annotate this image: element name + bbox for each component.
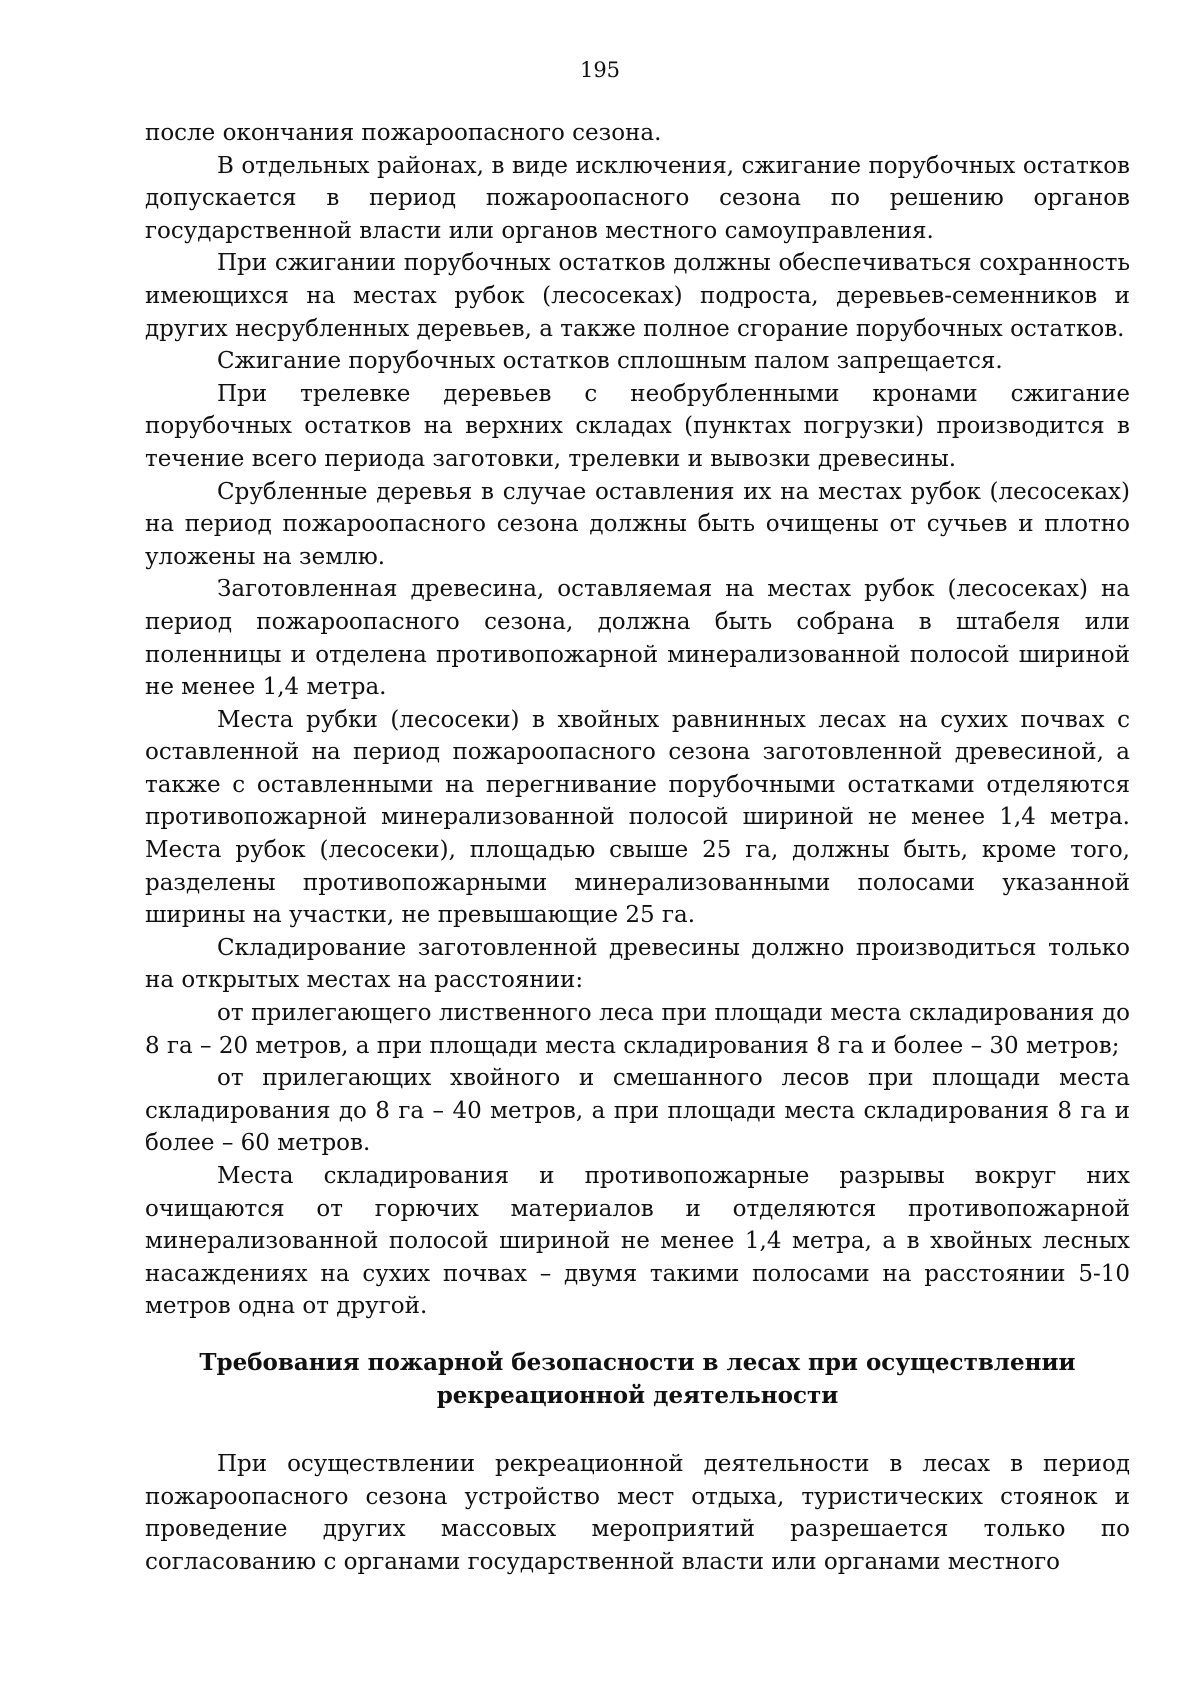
- page-number: 195: [579, 58, 621, 82]
- section-heading: [145, 1346, 1130, 1412]
- section-heading-line-2: рекреационной деятельности: [436, 1381, 839, 1409]
- paragraph-9: Складирование заготовленной древесины должно производиться только на открытых местах на расстоянии:: [145, 934, 1130, 994]
- paragraph-1: после окончания пожароопасного сезона.: [145, 120, 662, 146]
- paragraph-3: При сжигании порубочных остатков должны обеспечиваться сохранность имеющихся на местах рубок (лесосеках) подроста, деревьев-семенников и других несрубленных деревьев, а также полное сгорание порубочных остатков.: [145, 250, 1130, 342]
- paragraph-2: В отдельных районах, в виде исключения, сжигание порубочных остатков допускается в период пожароопасного сезона по решению органов государственной власти или органов местного самоуправления.: [145, 152, 1130, 244]
- paragraph-10: от прилегающего лиственного леса при площади места складирования до 8 га – 20 метров, а при площади места складирования 8 га и более – 30 метров;: [145, 1000, 1130, 1059]
- paragraph-6: Срубленные деревья в случае оставления их на местах рубок (лесосеках) на период пожароопасного сезона должны быть очищены от сучьев и плотно уложены на землю.: [145, 478, 1130, 570]
- section-heading-line-1: Требования пожарной безопасности в лесах при осуществлении: [199, 1348, 1076, 1376]
- paragraph-8: Места рубки (лесосеки) в хвойных равнинных лесах на сухих почвах с оставленной на период пожароопасного сезона заготовленной древесиной, а также с оставленными на перегнивание порубочными остатками отделяются противопожарной минерализованной полосой шириной не менее 1,4 метра. Места рубок (лесосеки), площадью свыше 25 га, должны быть, кроме того, разделены противопожарными минерализованными полосами указанной ширины на участки, не превышающие 25 га.: [145, 706, 1130, 929]
- paragraph-12: Места складирования и противопожарные разрывы вокруг них очищаются от горючих материалов и отделяются противопожарной минерализованной полосой шириной не менее 1,4 метра, а в хвойных лесных насаждениях на сухих почвах – двумя такими полосами на расстоянии 5-10 метров одна от другой.: [145, 1163, 1130, 1320]
- body-text: [145, 117, 1130, 1578]
- paragraph-11: от прилегающих хвойного и смешанного лесов при площади места складирования до 8 га – 40 метров, а при площади места складирования 8 га и более – 60 метров.: [145, 1065, 1130, 1157]
- paragraph-5: При трелевке деревьев с необрубленными кронами сжигание порубочных остатков на верхних складах (пунктах погрузки) производится в течение всего периода заготовки, трелевки и вывозки древесины.: [145, 380, 1130, 472]
- paragraph-4: Сжигание порубочных остатков сплошным палом запрещается.: [217, 348, 1003, 375]
- section-paragraph: При осуществлении рекреационной деятельности в лесах в период пожароопасного сезона устройство мест отдыха, туристических стоянок и проведение других массовых мероприятий разрешается только по согласованию с органами государственной власти или органами местного: [145, 1450, 1130, 1575]
- paragraph-7: Заготовленная древесина, оставляемая на местах рубок (лесосеках) на период пожароопасного сезона, должна быть собрана в штабеля или поленницы и отделена противопожарной минерализованной полосой шириной не менее 1,4 метра.: [145, 576, 1130, 701]
